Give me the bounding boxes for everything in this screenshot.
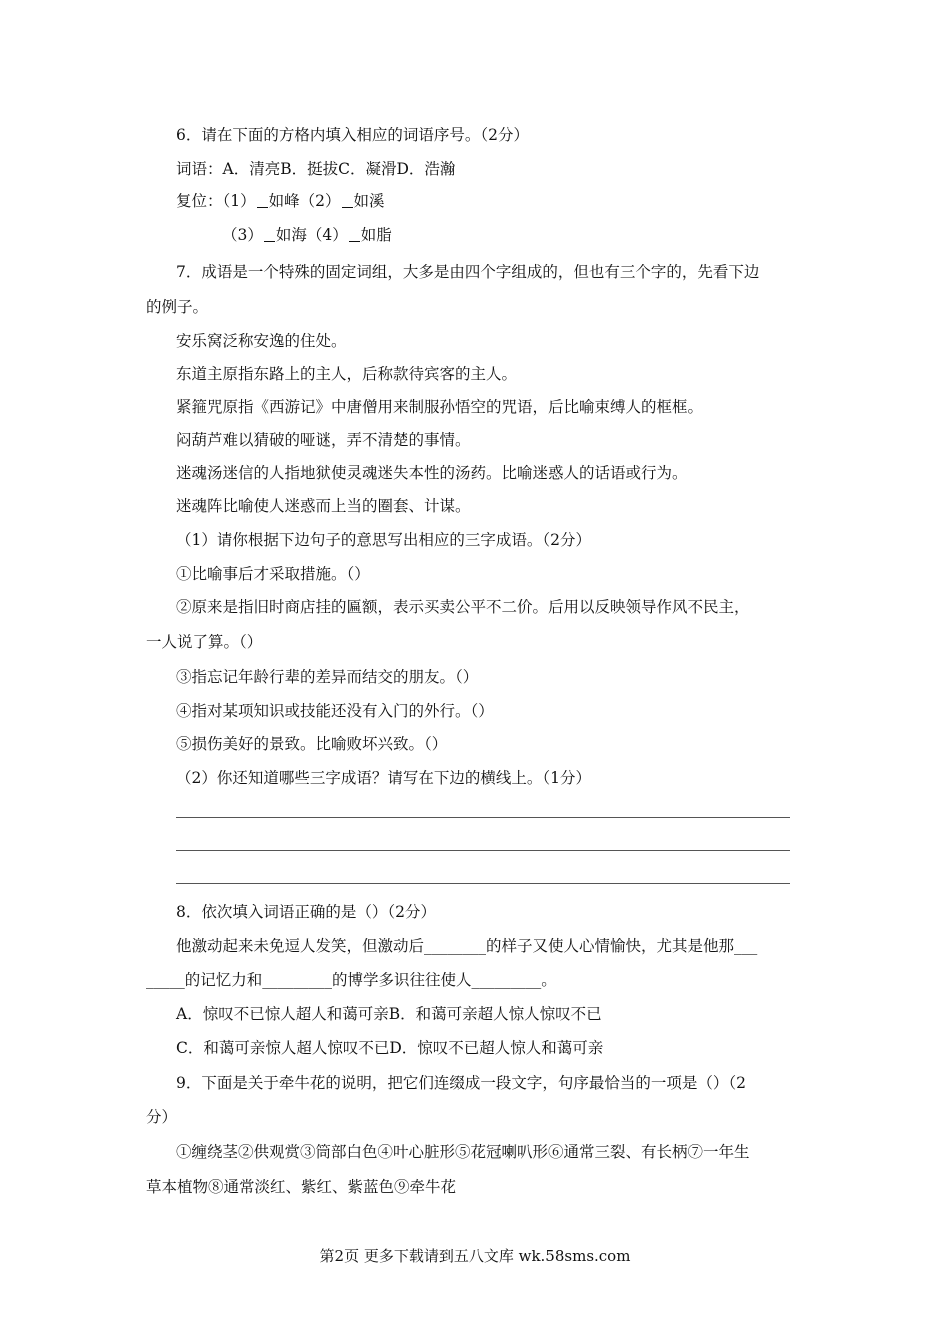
q7-example: 迷魂汤迷信的人指地狱使灵魂迷失本性的汤药。比喻迷惑人的话语或行为。 (176, 464, 688, 482)
q6-title: 6．请在下面的方格内填入相应的词语序号。（2分） (176, 126, 529, 144)
q8-options-cd: C．和蔼可亲惊人超人惊叹不已D．惊叹不已超人惊人和蔼可亲 (176, 1039, 604, 1057)
q7-intro-line-2: 的例子。 (146, 298, 209, 316)
q8-text-line-1: 他激动起来未免逗人发笑，但激动后________的样子又使人心情愉快，尤其是他那___ (176, 937, 758, 955)
q9-title-line-1: 9．下面是关于牵牛花的说明，把它们连缀成一段文字，句序最恰当的一项是（）（2 (176, 1074, 746, 1092)
q6-words: 词语：A．清亮B．挺拔C．凝滑D．浩瀚 (176, 160, 456, 178)
q7-item-2-line-1: ②原来是指旧时商店挂的匾额，表示买卖公平不二价。后用以反映领导作风不民主， (176, 598, 750, 616)
q6-fill2-after: 如溪 (353, 192, 385, 210)
q7-sub-1: （1）请你根据下边句子的意思写出相应的三字成语。（2分） (176, 531, 591, 549)
q7-example: 东道主原指东路上的主人，后称款待宾客的主人。 (176, 365, 518, 383)
q7-item-2-line-2: 一人说了算。（） (146, 633, 263, 651)
answer-box-1[interactable] (257, 191, 268, 208)
q7-item-3: ③指忘记年龄行辈的差异而结交的朋友。（） (176, 668, 479, 686)
q6-fill-row-1 (176, 191, 385, 211)
q7-item-1: ①比喻事后才采取措施。（） (176, 565, 370, 583)
q8-text-line-2: _____的记忆力和_________的博学多识往往使人_________。 (146, 971, 557, 989)
q6-fill1: （1） (222, 192, 256, 210)
q9-items-line-2: 草本植物⑧通常淡红、紫红、紫蓝色⑨牵牛花 (146, 1178, 457, 1196)
q7-example: 迷魂阵比喻使人迷惑而上当的圈套、计谋。 (176, 497, 471, 515)
q7-sub-2: （2）你还知道哪些三字成语？请写在下边的横线上。（1分） (176, 769, 591, 787)
q7-example: 安乐窝泛称安逸的住处。 (176, 332, 347, 350)
q8-options-ab: A．惊叹不已惊人超人和蔼可亲B．和蔼可亲超人惊人惊叹不已 (176, 1005, 602, 1023)
q7-example: 紧箍咒原指《西游记》中唐僧用来制服孙悟空的咒语，后比喻束缚人的框框。 (176, 398, 704, 416)
q9-items-line-1: ①缠绕茎②供观赏③筒部白色④叶心脏形⑤花冠喇叭形⑥通常三裂、有长柄⑦一年生 (176, 1143, 750, 1161)
q6-fill4-after: 如脂 (360, 226, 392, 244)
q7-item-4: ④指对某项知识或技能还没有入门的外行。（） (176, 702, 494, 720)
q8-title: 8．依次填入词语正确的是（）（2分） (176, 903, 436, 921)
q6-fill-label: 复位： (176, 192, 223, 210)
q6-fill3: （3） (222, 226, 263, 244)
q6-fill3-after: 如海（4） (275, 226, 348, 244)
q6-fill-row-2 (222, 225, 392, 245)
answer-box-3[interactable] (264, 225, 275, 242)
q7-item-5: ⑤损伤美好的景致。比喻败坏兴致。（） (176, 735, 448, 753)
q6-fill1-after: 如峰（2） (268, 192, 341, 210)
q7-example: 闷葫芦难以猜破的哑谜，弄不清楚的事情。 (176, 431, 471, 449)
q9-title-line-2: 分） (146, 1108, 178, 1126)
answer-line-3[interactable] (176, 883, 790, 884)
answer-line-1[interactable] (176, 817, 790, 818)
answer-line-2[interactable] (176, 850, 790, 851)
answer-box-2[interactable] (342, 191, 353, 208)
answer-box-4[interactable] (349, 225, 360, 242)
q7-intro-line-1: 7．成语是一个特殊的固定词组，大多是由四个字组成的，但也有三个字的，先看下边 (176, 263, 760, 281)
page-footer: 第2页 更多下载请到五八文库 wk.58sms.com (319, 1247, 631, 1265)
